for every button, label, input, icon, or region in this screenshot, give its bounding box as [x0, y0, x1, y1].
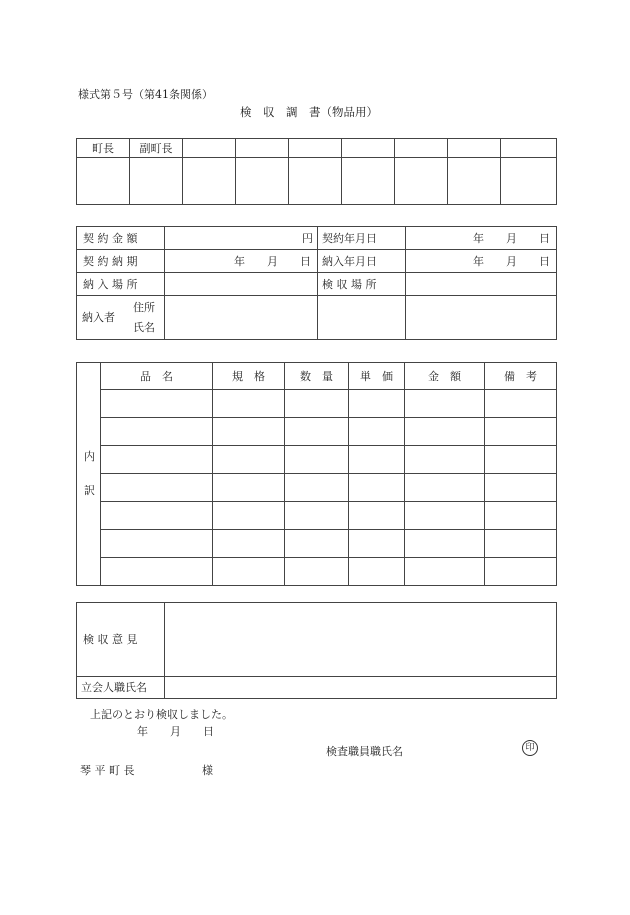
- delivery-deadline-label: 契 約 納 期: [77, 250, 165, 273]
- approval-label-mayor: 町長: [77, 139, 130, 158]
- approval-table: [76, 138, 557, 205]
- item-name-cell[interactable]: [101, 446, 213, 474]
- delivery-date-text: 年 月 日: [473, 254, 550, 268]
- spec-cell[interactable]: [213, 502, 285, 530]
- unit-price-cell[interactable]: [349, 474, 405, 502]
- remarks-cell[interactable]: [485, 390, 557, 418]
- approval-label-deputy-mayor: 副町長: [130, 139, 183, 158]
- quantity-cell[interactable]: [285, 390, 349, 418]
- table-row: [77, 502, 557, 530]
- remarks-cell[interactable]: [485, 502, 557, 530]
- delivery-deadline-field[interactable]: [165, 250, 318, 273]
- approval-label-cell: [183, 139, 236, 158]
- delivery-date-label: 納入年月日: [318, 250, 406, 273]
- quantity-cell[interactable]: [285, 502, 349, 530]
- remarks-cell[interactable]: [485, 474, 557, 502]
- remarks-cell[interactable]: [485, 558, 557, 586]
- unit-price-cell[interactable]: [349, 502, 405, 530]
- quantity-cell[interactable]: [285, 446, 349, 474]
- approval-stamp-cell[interactable]: [183, 158, 236, 205]
- inspector-label: 検査職員職氏名: [326, 745, 403, 758]
- opinion-label: 検 収 意 見: [77, 603, 165, 677]
- statement-text: 上記のとおり検収しました。: [90, 708, 233, 721]
- contract-amount-field[interactable]: [165, 227, 318, 250]
- contract-date-label: 契約年月日: [318, 227, 406, 250]
- items-side-label-1: 内: [84, 450, 95, 463]
- seal-icon: 印: [522, 740, 538, 756]
- unit-price-header: 単 価: [349, 363, 405, 390]
- table-row: [77, 474, 557, 502]
- approval-stamp-cell[interactable]: [236, 158, 289, 205]
- delivery-date-field[interactable]: [406, 250, 557, 273]
- inspection-place-field[interactable]: [406, 273, 557, 296]
- supplier-extra-field[interactable]: [406, 296, 557, 340]
- supplier-label-cell: [77, 296, 165, 340]
- yen-unit: 円: [302, 231, 313, 245]
- addressee-text: 琴 平 町 長: [80, 764, 135, 777]
- deadline-date-text: 年 月 日: [234, 254, 311, 268]
- table-row: [77, 418, 557, 446]
- approval-label-cell: [289, 139, 342, 158]
- approval-stamp-cell[interactable]: [77, 158, 130, 205]
- approval-label-cell: [448, 139, 501, 158]
- amount-cell[interactable]: [405, 558, 485, 586]
- quantity-cell[interactable]: [285, 474, 349, 502]
- remarks-cell[interactable]: [485, 530, 557, 558]
- table-row: [77, 390, 557, 418]
- inspection-place-label: 検 収 場 所: [318, 273, 406, 296]
- amount-cell[interactable]: [405, 502, 485, 530]
- table-row: [77, 558, 557, 586]
- quantity-cell[interactable]: [285, 558, 349, 586]
- item-name-cell[interactable]: [101, 502, 213, 530]
- opinion-table: [76, 602, 557, 699]
- approval-stamp-cell[interactable]: [395, 158, 448, 205]
- amount-cell[interactable]: [405, 530, 485, 558]
- unit-price-cell[interactable]: [349, 558, 405, 586]
- table-row: [77, 446, 557, 474]
- spec-cell[interactable]: [213, 446, 285, 474]
- amount-cell[interactable]: [405, 474, 485, 502]
- remarks-cell[interactable]: [485, 418, 557, 446]
- unit-price-cell[interactable]: [349, 418, 405, 446]
- quantity-cell[interactable]: [285, 418, 349, 446]
- approval-stamp-cell[interactable]: [289, 158, 342, 205]
- inspection-date-text: 年 月 日: [137, 725, 214, 738]
- supplier-extra-field[interactable]: [318, 296, 406, 340]
- item-name-cell[interactable]: [101, 558, 213, 586]
- approval-stamp-cell[interactable]: [501, 158, 557, 205]
- spec-cell[interactable]: [213, 558, 285, 586]
- delivery-place-label: 納 入 場 所: [77, 273, 165, 296]
- amount-cell[interactable]: [405, 418, 485, 446]
- contract-date-field[interactable]: [406, 227, 557, 250]
- spec-cell[interactable]: [213, 390, 285, 418]
- contract-table: [76, 226, 557, 340]
- quantity-cell[interactable]: [285, 530, 349, 558]
- form-number: 様式第５号（第41条関係）: [78, 88, 213, 101]
- item-name-header: 品 名: [101, 363, 213, 390]
- delivery-place-field[interactable]: [165, 273, 318, 296]
- address-label: 住所: [133, 301, 155, 314]
- honorific-text: 様: [202, 764, 213, 777]
- items-table: [76, 362, 557, 586]
- approval-label-cell: [395, 139, 448, 158]
- spec-cell[interactable]: [213, 530, 285, 558]
- approval-stamp-cell[interactable]: [342, 158, 395, 205]
- approval-stamp-cell[interactable]: [130, 158, 183, 205]
- approval-label-cell: [342, 139, 395, 158]
- item-name-cell[interactable]: [101, 474, 213, 502]
- item-name-cell[interactable]: [101, 418, 213, 446]
- approval-stamp-cell[interactable]: [448, 158, 501, 205]
- amount-header: 金 額: [405, 363, 485, 390]
- supplier-label: 納入者: [82, 311, 115, 324]
- document-title: 検 収 調 書（物品用）: [240, 105, 378, 119]
- unit-price-cell[interactable]: [349, 530, 405, 558]
- item-name-cell[interactable]: [101, 530, 213, 558]
- witness-label: 立会人職氏名: [77, 677, 165, 699]
- spec-cell[interactable]: [213, 474, 285, 502]
- items-side-label-cell: [77, 363, 101, 586]
- contract-amount-label: 契 約 金 額: [77, 227, 165, 250]
- amount-cell[interactable]: [405, 390, 485, 418]
- unit-price-cell[interactable]: [349, 390, 405, 418]
- name-label: 氏名: [133, 321, 155, 334]
- approval-label-cell: [501, 139, 557, 158]
- contract-date-text: 年 月 日: [473, 231, 550, 245]
- remarks-header: 備 考: [485, 363, 557, 390]
- unit-price-cell[interactable]: [349, 446, 405, 474]
- item-name-cell[interactable]: [101, 390, 213, 418]
- items-side-label-2: 訳: [84, 484, 95, 497]
- amount-cell[interactable]: [405, 446, 485, 474]
- opinion-field[interactable]: [165, 603, 557, 677]
- approval-label-cell: [236, 139, 289, 158]
- spec-header: 規 格: [213, 363, 285, 390]
- witness-field[interactable]: [165, 677, 557, 699]
- supplier-field[interactable]: [165, 296, 318, 340]
- remarks-cell[interactable]: [485, 446, 557, 474]
- spec-cell[interactable]: [213, 418, 285, 446]
- quantity-header: 数 量: [285, 363, 349, 390]
- table-row: [77, 530, 557, 558]
